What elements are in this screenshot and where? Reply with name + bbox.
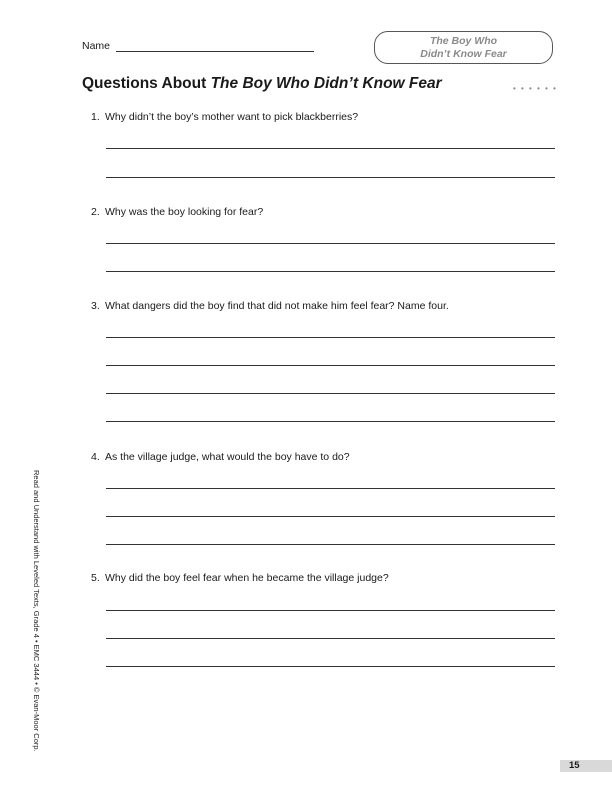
answer-line[interactable] bbox=[106, 516, 555, 517]
question-2 bbox=[91, 206, 263, 218]
question-text: Why did the boy feel fear when he became the village judge? bbox=[105, 572, 389, 584]
question-text: Why didn’t the boy’s mother want to pick blackberries? bbox=[105, 111, 359, 123]
answer-line[interactable] bbox=[106, 666, 555, 667]
question-text: What dangers did the boy find that did not make him feel fear? Name four. bbox=[105, 300, 449, 312]
answer-line[interactable] bbox=[106, 243, 555, 244]
answer-line[interactable] bbox=[106, 393, 555, 394]
page-number: 15 bbox=[569, 760, 580, 771]
answer-line[interactable] bbox=[106, 421, 555, 422]
answer-line[interactable] bbox=[106, 365, 555, 366]
story-title-box bbox=[374, 31, 553, 64]
question-number: 2. bbox=[91, 206, 100, 218]
name-line[interactable] bbox=[116, 51, 314, 52]
answer-line[interactable] bbox=[106, 544, 555, 545]
answer-line[interactable] bbox=[106, 488, 555, 489]
story-title-line-2: Didn’t Know Fear bbox=[420, 47, 507, 60]
name-label: Name bbox=[82, 40, 111, 52]
page-heading bbox=[82, 75, 442, 93]
heading-dots: • • • • • • bbox=[513, 84, 558, 93]
answer-line[interactable] bbox=[106, 271, 555, 272]
question-4 bbox=[91, 451, 350, 463]
question-number: 5. bbox=[91, 572, 100, 584]
question-number: 4. bbox=[91, 451, 100, 463]
question-number: 1. bbox=[91, 111, 100, 123]
heading-title: The Boy Who Didn’t Know Fear bbox=[210, 75, 442, 92]
answer-line[interactable] bbox=[106, 148, 555, 149]
answer-line[interactable] bbox=[106, 610, 555, 611]
question-5 bbox=[91, 572, 389, 584]
question-text: As the village judge, what would the boy have to do? bbox=[105, 451, 350, 463]
answer-line[interactable] bbox=[106, 177, 555, 178]
answer-line[interactable] bbox=[106, 337, 555, 338]
page-number-tab bbox=[560, 760, 612, 772]
question-3 bbox=[91, 300, 449, 312]
question-1 bbox=[91, 111, 358, 123]
question-text: Why was the boy looking for fear? bbox=[105, 206, 264, 218]
question-number: 3. bbox=[91, 300, 100, 312]
answer-line[interactable] bbox=[106, 638, 555, 639]
side-credit: Read and Understand with Leveled Texts, Grade 4 • EMC 3444 • © Evan-Moor Corp. bbox=[32, 470, 41, 752]
heading-prefix: Questions About bbox=[82, 75, 211, 92]
story-title-line-1: The Boy Who bbox=[429, 34, 498, 47]
